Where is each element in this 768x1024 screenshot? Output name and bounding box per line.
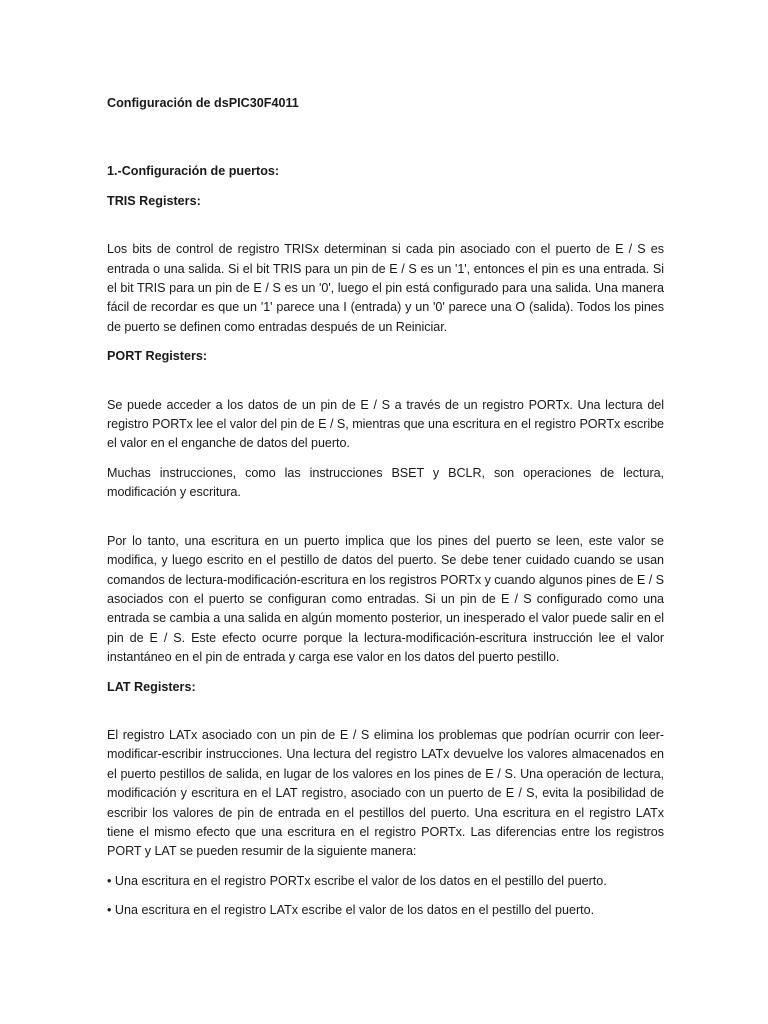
section-heading: 1.-Configuración de puertos:: [107, 164, 280, 179]
document-title: Configuración de dsPIC30F4011: [107, 96, 299, 110]
port-paragraph-1: Se puede acceder a los datos de un pin de E / S a través de un registro PORTx. Una lectura del registro PORTx lee el valor del pin de E / S, mientras que una escritura en el registro PORTx escribe el valor en el enganche de datos del puerto.: [107, 397, 664, 451]
lat-bullet-1: • Una escritura en el registro PORTx escribe el valor de los datos en el pestillo del puerto.: [107, 873, 607, 888]
lat-bullet-2: • Una escritura en el registro LATx escribe el valor de los datos en el pestillo del puerto.: [107, 903, 595, 918]
port-paragraph-3: Por lo tanto, una escritura en un puerto implica que los pines del puerto se leen, este valor se modifica, y luego escrito en el pestillo de datos del puerto. Se debe tener cuidado cuando se usan comandos de lectura-modificación-escritura en los registros PORTx y cuando algunos pines de E / S asociados con el puerto se configuran como entradas. Si un pin de E / S configurado como una entrada se cambia a una salida en algún momento posterior, un inesperado el valor puede salir en el pin de E / S. Este efecto ocurre porque la lectura-modificación-escritura instrucción lee el valor instantáneo en el pin de entrada y carga ese valor en los datos del puerto pestillo.: [107, 533, 664, 665]
port-paragraph-2: Muchas instrucciones, como las instrucciones BSET y BCLR, son operaciones de lectura, modificación y escritura.: [107, 465, 664, 500]
lat-heading: LAT Registers:: [107, 679, 196, 694]
lat-paragraph: El registro LATx asociado con un pin de E / S elimina los problemas que podrían ocurrir con leer-modificar-escribir instrucciones. Una lectura del registro LATx devuelve los valores almacenados en el puerto pestillos de salida, en lugar de los valores en los pines de E / S. Una operación de lectura, modificación y escritura en el LAT registro, asociado con un puerto de E / S, evita la posibilidad de escribir los valores de pin de entrada en el pestillos del puerto. Una escritura en el registro LATx tiene el mismo efecto que una escritura en el registro PORTx. Las diferencias entre los registros PORT y LAT se pueden resumir de la siguiente manera:: [107, 727, 664, 859]
port-heading: PORT Registers:: [107, 349, 208, 364]
tris-heading: TRIS Registers:: [107, 193, 201, 208]
tris-paragraph: Los bits de control de registro TRISx determinan si cada pin asociado con el puerto de E / S es entrada o una salida. Si el bit TRIS para un pin de E / S es un '1', entonces el pin es una entrada. Si el bit TRIS para un pin de E / S es un '0', luego el pin está configurado para una salida. Una manera fácil de recordar es que un '1' parece una I (entrada) y un '0' parece una O (salida). Todos los pines de puerto se definen como entradas después de un Reiniciar.: [107, 242, 664, 334]
